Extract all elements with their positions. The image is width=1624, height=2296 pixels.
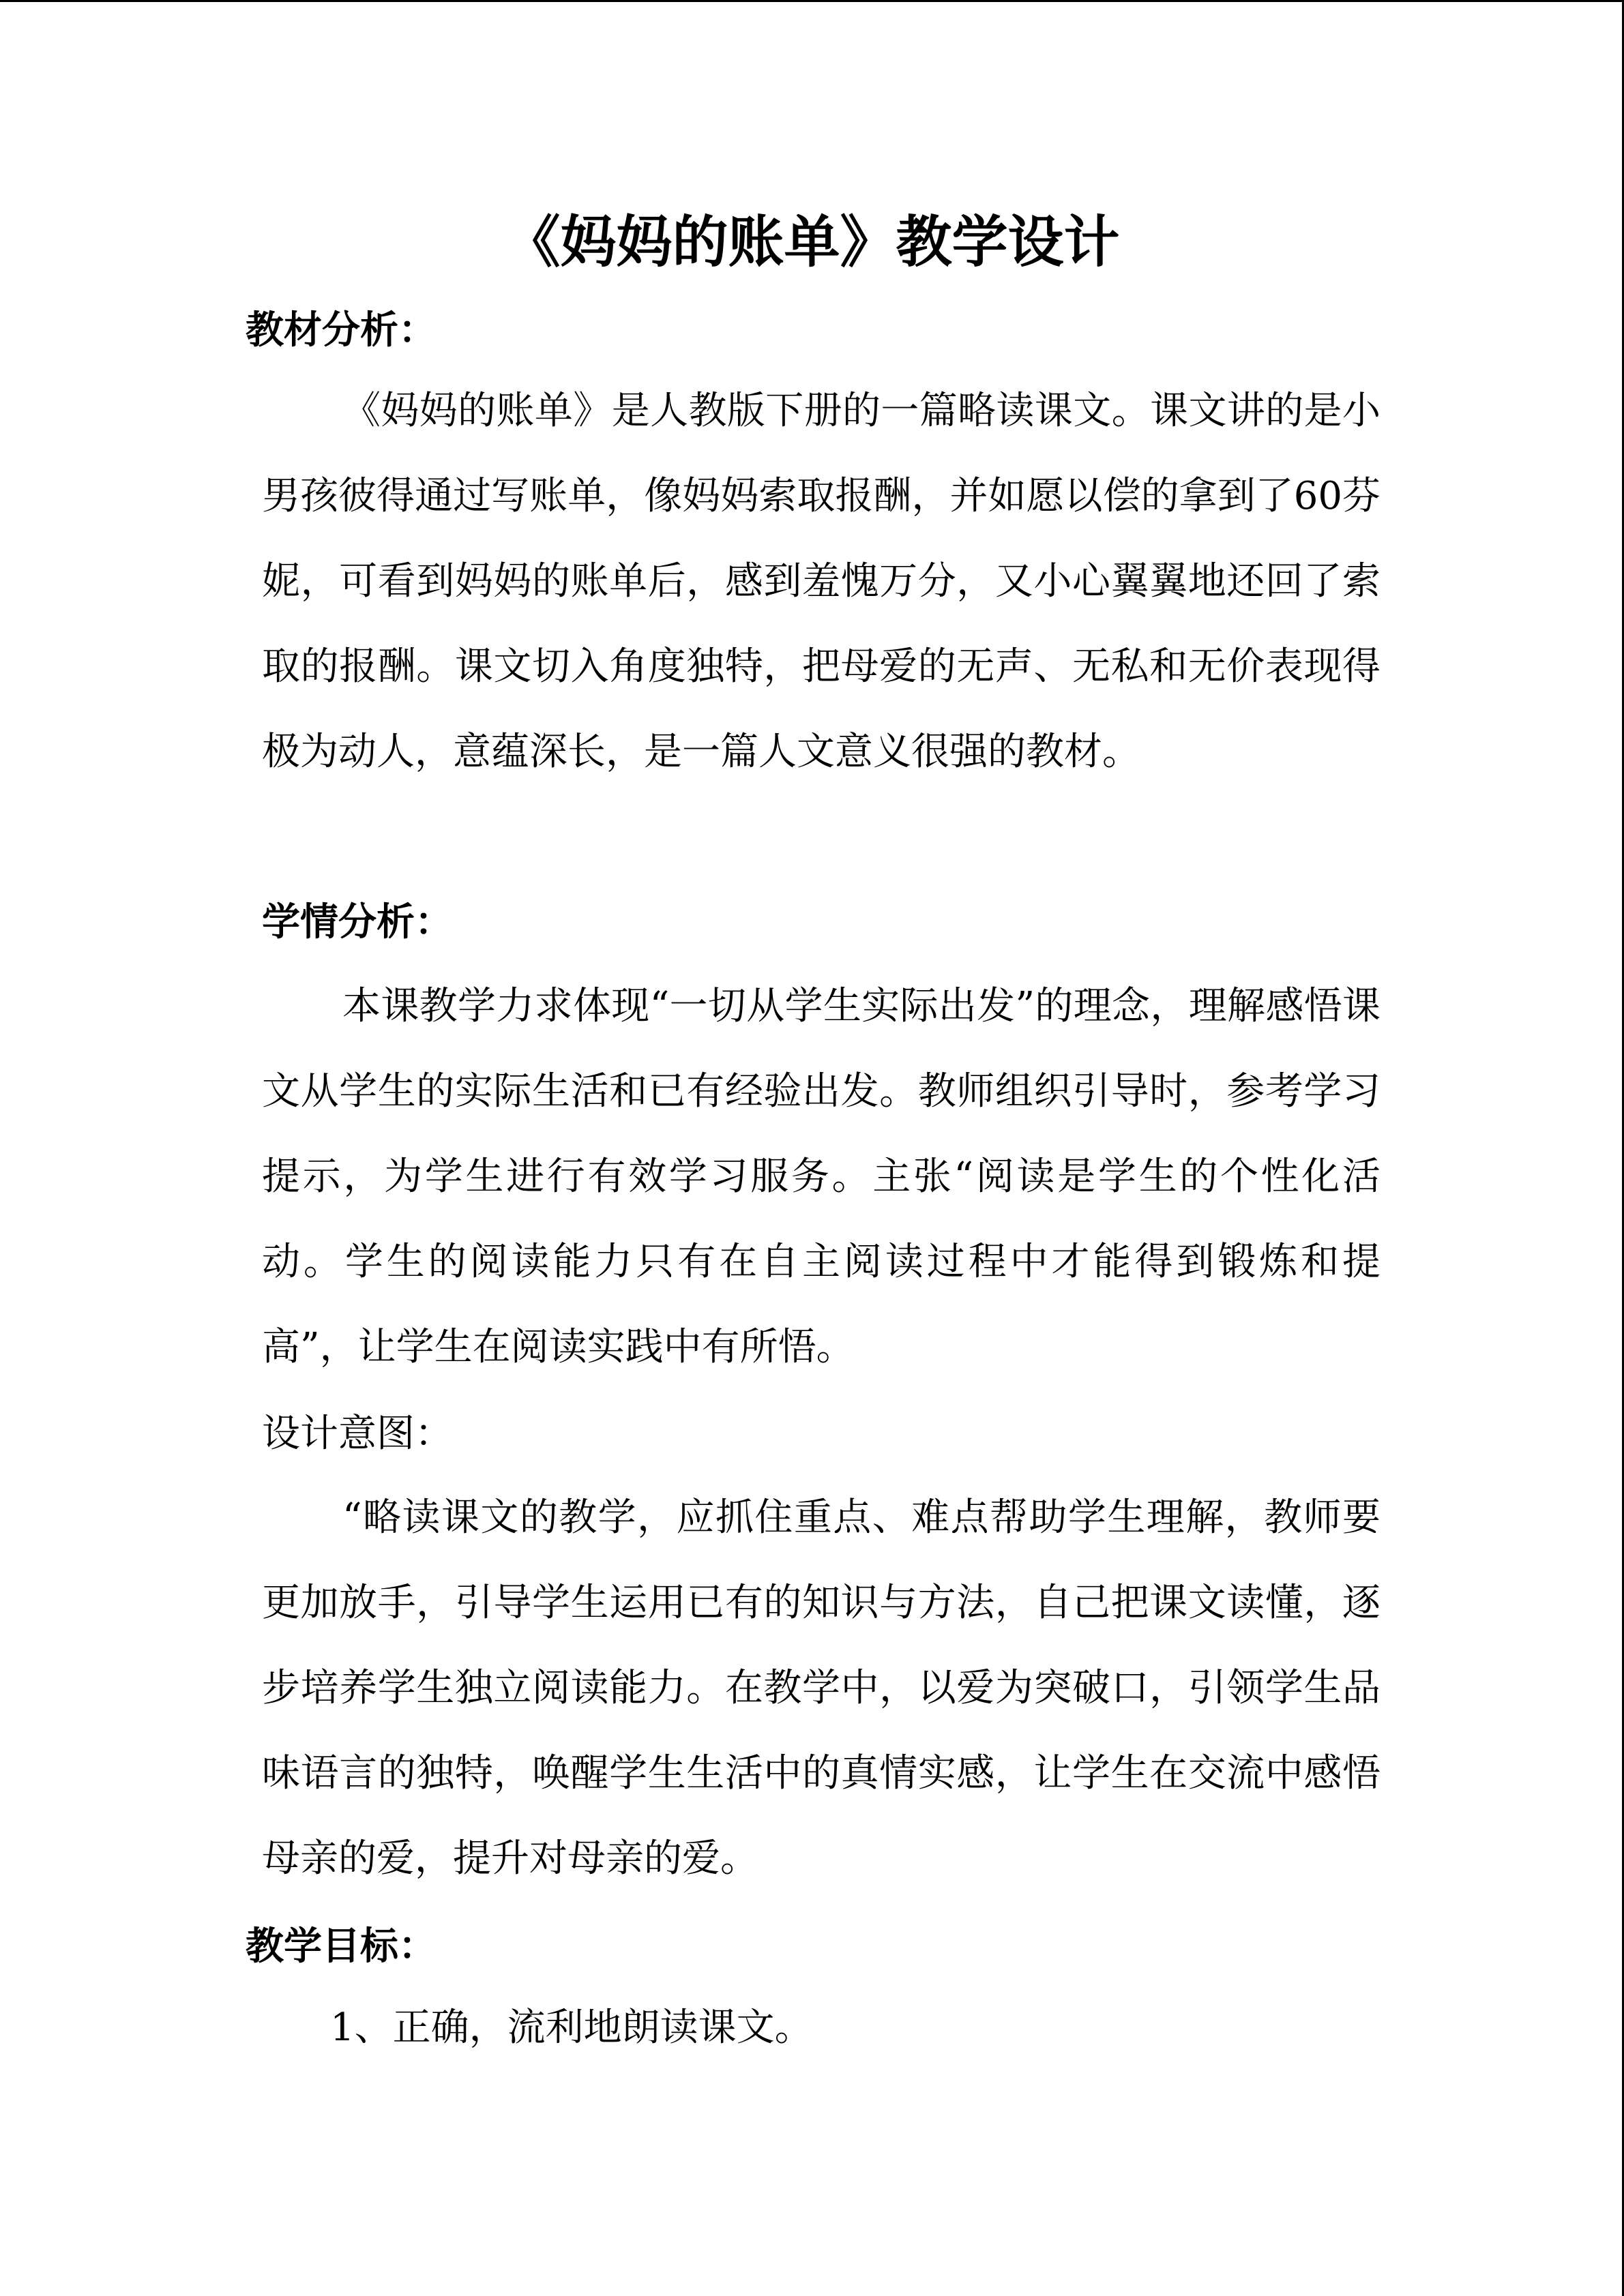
document-title: 《妈妈的账单》教学设计	[504, 209, 1120, 275]
section-heading-learner-analysis: 学情分析：	[262, 900, 453, 944]
objective-item: 1、正确，流利地朗读课文。	[330, 2006, 813, 2050]
section-paragraph-learner-analysis: 本课教学力求体现“一切从学生实际出发”的理念，理解感悟课文从学生的实际生活和已有经验出发。教师组织引导时，参考学习提示，为学生进行有效学习服务。主张“阅读是学生的个性化活动。学生的阅读能力只有在自主阅读过程中才能得到锻炼和提高”，让学生在阅读实践中有所悟。	[262, 984, 1381, 1369]
section-heading-teaching-objectives: 教学目标：	[246, 1924, 437, 1969]
section-paragraph-design-intent: “略读课文的教学，应抓住重点、难点帮助学生理解，教师要更加放手，引导学生运用已有的知识与方法，自己把课文读懂，逐步培养学生独立阅读能力。在教学中，以爱为突破口，引领学生品味语言的独特，唤醒学生生活中的真情实感，让学生在交流中感悟母亲的爱，提升对母亲的爱。	[262, 1495, 1381, 1881]
section-heading-material-analysis: 教材分析：	[246, 308, 437, 353]
section-paragraph-material-analysis: 《妈妈的账单》是人教版下册的一篇略读课文。课文讲的是小男孩彼得通过写账单，像妈妈索取报酬，并如愿以偿的拿到了60芬妮，可看到妈妈的账单后，感到羞愧万分，又小心翼翼地还回了索取的报酬。课文切入角度独特，把母爱的无声、无私和无价表现得极为动人，意蕴深长，是一篇人文意义很强的教材。	[262, 389, 1381, 774]
section-heading-design-intent: 设计意图：	[262, 1412, 453, 1456]
page-border-top	[0, 0, 1624, 2]
